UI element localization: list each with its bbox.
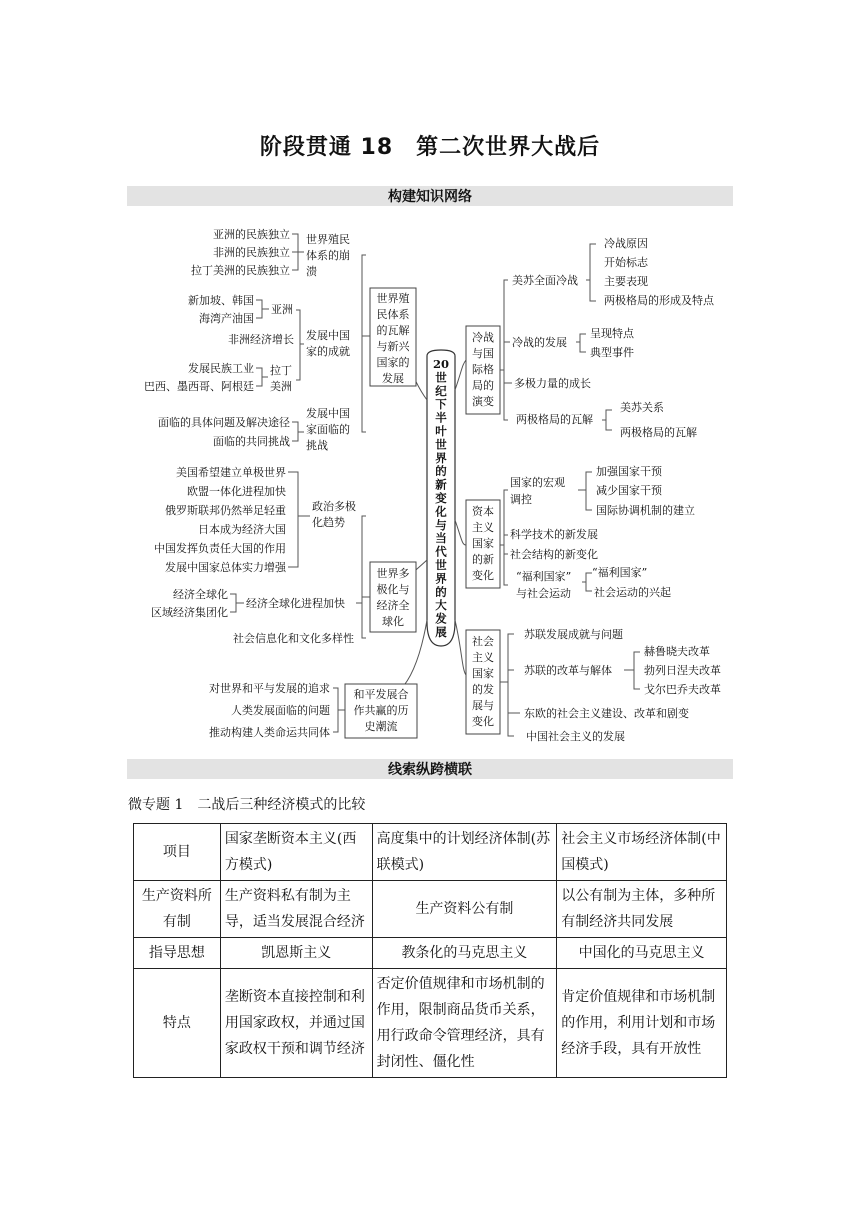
node-text: 社会结构的新变化 <box>510 548 598 561</box>
node-text: 发展中国 <box>306 329 350 342</box>
center-char: 纪 <box>435 383 447 398</box>
table-cell: 生产资料私有制为主导，适当发展混合经济 <box>220 881 372 938</box>
connector <box>455 620 466 675</box>
node-text: 史潮流 <box>364 720 398 733</box>
leaf-text: 减少国家干预 <box>596 484 662 497</box>
center-char: 展 <box>435 625 447 639</box>
node-text: 局的 <box>472 379 494 392</box>
leaf-text: 日本成为经济大国 <box>198 523 286 536</box>
node-text: 国家的宏观 <box>510 476 565 489</box>
table-cell: 高度集中的计划经济体制(苏联模式) <box>372 824 557 881</box>
node-text: 国家 <box>472 537 494 550</box>
bracket <box>292 422 298 441</box>
bracket <box>288 472 298 567</box>
leaf-text: 区域经济集团化 <box>151 606 228 619</box>
center-char: 新 <box>435 477 447 492</box>
node-text: 多极力量的成长 <box>514 377 591 390</box>
bracket <box>333 688 338 732</box>
leaf-text: 巴西、墨西哥、阿根廷 <box>144 380 254 393</box>
leaf-text: 典型事件 <box>590 346 634 359</box>
leaf-text: 中国发挥负责任大国的作用 <box>154 542 286 555</box>
bracket <box>586 472 592 510</box>
leaf-text: 人类发展面临的问题 <box>231 704 330 717</box>
node-text: 美苏全面冷战 <box>512 274 578 287</box>
node-text: 球化 <box>382 615 404 628</box>
node-text: 世界多 <box>376 567 410 580</box>
bracket <box>296 310 300 380</box>
node-text: 中国社会主义的发展 <box>526 730 625 743</box>
node-text: 调控 <box>510 493 532 506</box>
table-row <box>134 881 727 938</box>
bracket <box>504 490 508 585</box>
node-text: 变化 <box>472 569 494 582</box>
table-cell: 否定价值规律和市场机制的作用，限制商品货币关系，用行政命令管理经济，具有封闭性、僵化性 <box>372 969 557 1078</box>
node-text: 与国 <box>472 347 494 360</box>
center-char: 叶 <box>435 424 447 438</box>
node-text: 苏联发展成就与问题 <box>524 628 623 641</box>
node-text: 家面临的 <box>306 423 350 436</box>
table-cell: 生产资料公有制 <box>372 881 557 938</box>
node-text: 的瓦解 <box>376 324 410 337</box>
table-row <box>134 824 727 881</box>
leaf-text: 两极格局的形成及特点 <box>604 294 714 307</box>
center-char: 大 <box>435 598 447 613</box>
node-text: 主义 <box>472 651 494 664</box>
center-char: 下 <box>435 397 447 412</box>
leaf-text: 社会信息化和文化多样性 <box>233 632 354 645</box>
leaf-text: 发展中国家总体实力增强 <box>165 561 286 574</box>
table-row <box>134 969 727 1078</box>
node-text: 两极格局的瓦解 <box>516 413 593 426</box>
leaf-text: 加强国家干预 <box>596 465 662 478</box>
node-text: 资本 <box>472 505 494 518</box>
table-cell: 生产资料所有制 <box>134 881 221 938</box>
center-char: 的 <box>435 584 447 599</box>
leaf-text: 美苏关系 <box>620 401 664 414</box>
node-text: 美洲 <box>270 380 292 393</box>
node-text: 体系的崩 <box>306 249 350 262</box>
bracket <box>504 280 508 420</box>
node-text: 苏联的改革与解体 <box>524 664 612 677</box>
node-text: 溃 <box>306 265 317 278</box>
bracket <box>634 652 640 689</box>
node-text: 作共赢的历 <box>353 704 409 717</box>
node-text: 国家 <box>472 667 494 680</box>
table-row <box>134 938 727 969</box>
node-text: 发展中国 <box>306 407 350 420</box>
node-text: 经济全球化进程加快 <box>246 597 345 610</box>
bracket <box>590 244 596 301</box>
section-title-clues: 线索纵跨横联 <box>388 762 472 778</box>
bracket <box>606 410 612 430</box>
leaf-text: 开始标志 <box>604 256 648 269</box>
center-char: 化 <box>435 504 447 519</box>
node-text: 变化 <box>472 715 494 728</box>
connector <box>455 520 466 545</box>
table-cell: 中国化的马克思主义 <box>557 938 727 969</box>
leaf-text: 推动构建人类命运共同体 <box>209 726 330 739</box>
node-text: 与社会运动 <box>516 587 571 600</box>
leaf-text: 美国希望建立单极世界 <box>176 466 286 479</box>
node-text: 挑战 <box>306 439 328 452</box>
table-cell: 肯定价值规律和市场机制的作用，利用计划和市场经济手段，具有开放性 <box>557 969 727 1078</box>
node-text: 国家的 <box>376 356 410 369</box>
node-text: 的发 <box>472 683 494 696</box>
node-text: 世界殖 <box>376 292 410 305</box>
bracket <box>256 300 262 318</box>
center-char: 变 <box>435 491 447 505</box>
center-char: 代 <box>435 544 447 559</box>
node-text: 经济全 <box>376 599 410 612</box>
leaf-text: 两极格局的瓦解 <box>620 426 697 439</box>
center-char: 与 <box>435 517 447 532</box>
leaf-text: 呈现特点 <box>590 327 634 340</box>
center-char: 界 <box>435 571 447 586</box>
node-text: 亚洲 <box>271 303 293 316</box>
center-char: 发 <box>435 611 447 626</box>
leaf-text: 国际协调机制的建立 <box>596 504 695 517</box>
table-cell: 特点 <box>134 969 221 1078</box>
node-text: 展与 <box>472 699 494 712</box>
node-text: “福利国家” <box>516 570 572 583</box>
node-text: 和平发展合 <box>353 688 409 701</box>
leaf-text: 面临的具体问题及解决途径 <box>158 416 290 429</box>
connector <box>455 360 466 390</box>
center-char: 世 <box>435 370 447 385</box>
page-title: 阶段贯通 18 第二次世界大战后 <box>259 135 601 160</box>
center-char: 世 <box>435 558 447 572</box>
bracket <box>362 255 366 432</box>
leaf-text: 非洲的民族独立 <box>213 246 290 259</box>
table-cell: 指导思想 <box>134 938 221 969</box>
leaf-text: 赫鲁晓夫改革 <box>644 645 710 658</box>
node-text: 民体系 <box>376 308 410 321</box>
node-text: 发展 <box>382 372 404 385</box>
node-text: 冷战的发展 <box>512 336 567 349</box>
leaf-text: 面临的共同挑战 <box>213 435 290 448</box>
leaf-text: “福利国家” <box>592 566 648 579</box>
leaf-text: 亚洲的民族独立 <box>213 228 290 241</box>
bracket <box>508 634 514 736</box>
node-text: 科学技术的新发展 <box>510 528 598 541</box>
bracket <box>362 516 366 638</box>
leaf-text: 欧盟一体化进程加快 <box>187 485 286 498</box>
node-text: 的新 <box>472 553 494 566</box>
node-text: 演变 <box>472 395 494 408</box>
comparison-table <box>133 823 727 1078</box>
leaf-text: 冷战原因 <box>604 237 648 250</box>
leaf-text: 社会运动的兴起 <box>594 586 671 599</box>
node-text: 极化与 <box>376 583 410 596</box>
node-text: 社会 <box>472 635 494 648</box>
node-text: 冷战 <box>472 331 494 344</box>
table-cell: 项目 <box>134 824 221 881</box>
leaf-text: 非洲经济增长 <box>228 333 294 346</box>
subtopic-title: 微专题 1 二战后三种经济模式的比较 <box>128 797 366 813</box>
node-text: 际格 <box>472 363 494 376</box>
node-text: 化趋势 <box>312 516 345 529</box>
mind-map-center-text <box>433 357 449 639</box>
bracket <box>580 334 586 352</box>
center-char: 界 <box>435 450 447 465</box>
leaf-text: 主要表现 <box>604 275 648 288</box>
table-cell: 以公有制为主体，多种所有制经济共同发展 <box>557 881 727 938</box>
leaf-text: 戈尔巴乔夫改革 <box>644 683 721 696</box>
section-title-knowledge-network: 构建知识网络 <box>388 189 472 205</box>
bracket <box>230 594 236 612</box>
center-char: 世 <box>435 437 447 452</box>
node-text: 主义 <box>472 521 494 534</box>
center-char: 当 <box>435 531 447 546</box>
leaf-text: 对世界和平与发展的追求 <box>209 682 330 695</box>
center-char: 半 <box>435 410 447 425</box>
table-cell: 教条化的马克思主义 <box>372 938 557 969</box>
leaf-text: 发展民族工业 <box>188 362 254 375</box>
node-text: 拉丁 <box>270 364 292 377</box>
node-text: 世界殖民 <box>306 233 350 246</box>
node-text: 家的成就 <box>306 345 350 358</box>
table-cell: 国家垄断资本主义(西方模式) <box>220 824 372 881</box>
node-text: 与新兴 <box>376 340 410 353</box>
table-cell: 社会主义市场经济体制(中国模式) <box>557 824 727 881</box>
table-cell: 凯恩斯主义 <box>220 938 372 969</box>
leaf-text: 经济全球化 <box>173 588 228 601</box>
node-text: 政治多极 <box>312 500 356 513</box>
node-text: 东欧的社会主义建设、改革和剧变 <box>524 707 689 720</box>
leaf-text: 拉丁美洲的民族独立 <box>191 264 290 277</box>
table-cell: 垄断资本直接控制和利用国家政权，并通过国家政权干预和调节经济 <box>220 969 372 1078</box>
leaf-text: 新加坡、韩国 <box>188 294 254 307</box>
bracket <box>256 368 262 386</box>
leaf-text: 海湾产油国 <box>199 312 254 325</box>
center-char: 20 <box>432 357 450 371</box>
leaf-text: 勃列日涅夫改革 <box>644 664 721 677</box>
center-char: 的 <box>435 464 447 479</box>
leaf-text: 俄罗斯联邦仍然举足轻重 <box>165 504 286 517</box>
